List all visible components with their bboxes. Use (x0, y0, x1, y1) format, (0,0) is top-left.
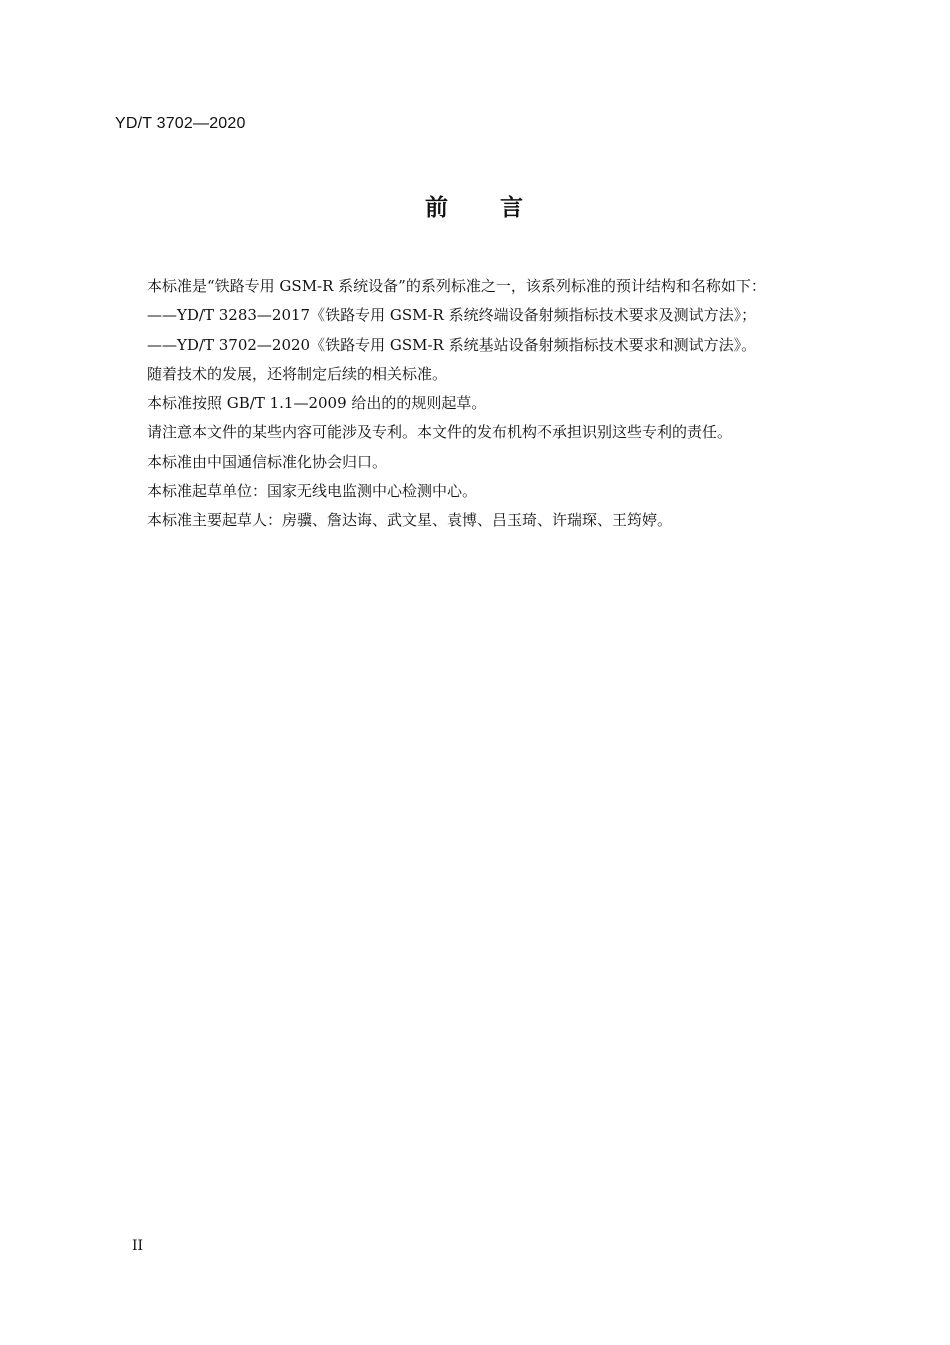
document-code: YD/T 3702—2020 (115, 115, 246, 132)
paragraph-patent-notice: 请注意本文件的某些内容可能涉及专利。本文件的发布机构不承担识别这些专利的责任。 (147, 423, 733, 442)
paragraph-series-intro: 本标准是“铁路专用 GSM-R 系统设备”的系列标准之一，该系列标准的预计结构和名称如下： (147, 277, 766, 295)
paragraph-responsible-body: 本标准由中国通信标准化协会归口。 (147, 452, 388, 471)
paragraph-drafting-rules: 本标准按照 GB/T 1.1—2009 给出的的规则起草。 (147, 394, 487, 413)
paragraph-future-standards: 随着技术的发展，还将制定后续的相关标准。 (147, 364, 448, 383)
paragraph-drafters: 本标准主要起草人：房骥、詹达诲、武文星、袁博、吕玉琦、许瑞琛、王筠婷。 (147, 511, 673, 530)
list-item-standard-3283: ——YD/T 3283—2017《铁路专用 GSM-R 系统终端设备射频指标技术要求及测试方法》； (147, 306, 757, 325)
list-item-standard-3702: ——YD/T 3702—2020《铁路专用 GSM-R 系统基站设备射频指标技术要求和测试方法》。 (147, 335, 757, 354)
foreword-body (147, 272, 867, 536)
page-title: 前 言 (425, 195, 525, 221)
paragraph-drafting-unit: 本标准起草单位：国家无线电监测中心检测中心。 (147, 482, 478, 501)
page-number: II (132, 1238, 144, 1254)
